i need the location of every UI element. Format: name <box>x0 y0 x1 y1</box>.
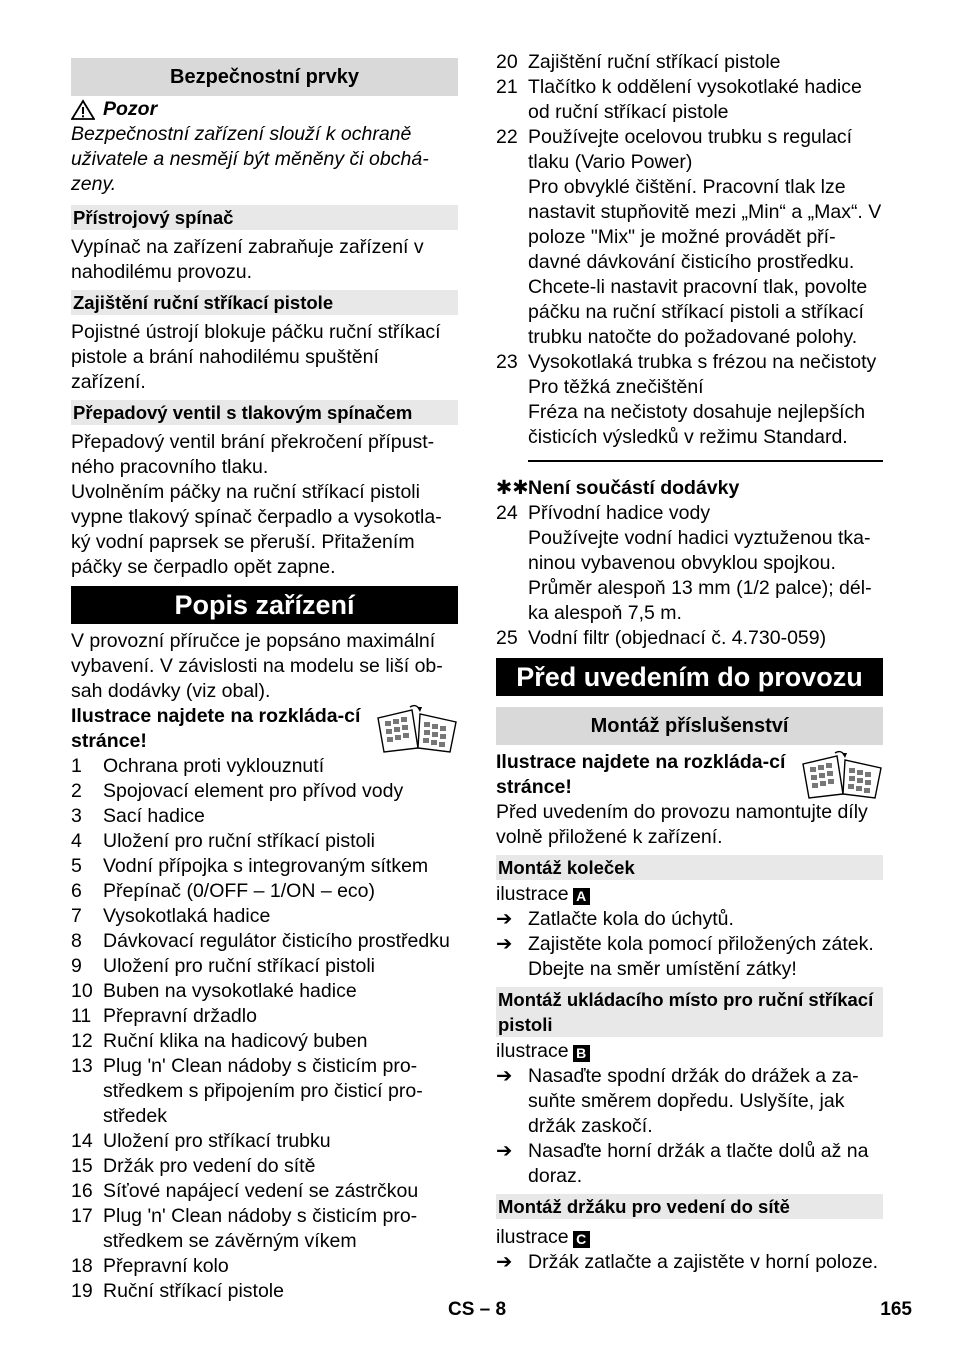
list-item <box>496 50 883 75</box>
item-number: 21 <box>496 76 518 98</box>
item-text: Buben na vysokotlaké hadice <box>103 980 357 1002</box>
item-number: 15 <box>71 1155 93 1177</box>
item-number: 22 <box>496 126 518 148</box>
item-text: Přepravní kolo <box>103 1255 229 1277</box>
list-item <box>71 979 458 1004</box>
step-item <box>496 1139 883 1189</box>
list-item <box>71 879 458 904</box>
accessory-text: Před uvedením do provozu namontujte díly volně přiložené k zařízení. <box>496 801 868 848</box>
item-number: 1 <box>71 755 82 777</box>
item-text: Pro obvyklé čištění. Pracovní tlak lze nastavit stupňovitě mezi „Min“ a „Max“. V poloze "Mix" je možné provádět pří-davné dávkování čisticího prostředku. Chcete-li nastavit pracovní tlak, povolte páčku na ruční stříkací pistoli a stříkací trubku natočte do požadované polohy. <box>528 176 882 348</box>
not-included-label: Není součástí dodávky <box>528 477 740 499</box>
item-number <box>496 526 528 626</box>
illustration-word: ilustrace <box>496 1226 569 1248</box>
list-item <box>71 829 458 854</box>
list-item <box>496 175 883 350</box>
cable-illustration-ref <box>496 1225 883 1250</box>
list-item <box>496 350 883 375</box>
list-item <box>71 929 458 954</box>
cable-steps <box>496 1250 883 1275</box>
parts-list-left <box>71 754 458 1304</box>
safety-heading: Bezpečnostní prvky <box>71 58 458 96</box>
item-text: Spojovací element pro přívod vody <box>103 780 404 802</box>
list-item <box>496 400 883 450</box>
list-item <box>71 904 458 929</box>
switch-text: Vypínač na zařízení zabraňuje zařízení v nahodilému provozu. <box>71 236 424 283</box>
wheels-illustration-ref <box>496 882 883 907</box>
storage-illustration-ref <box>496 1039 883 1064</box>
item-text: Vysokotlaká trubka s frézou na nečistoty <box>528 351 877 373</box>
description-heading: Popis zařízení <box>71 586 458 624</box>
item-number <box>496 175 528 350</box>
item-number: 25 <box>496 627 518 649</box>
arrow-right-icon: ➔ <box>496 933 513 955</box>
list-item <box>71 1004 458 1029</box>
item-number: 8 <box>71 930 82 952</box>
list-item <box>71 954 458 979</box>
item-text: Vodní přípojka s integrovaným sítkem <box>103 855 429 877</box>
cable-heading: Montáž držáku pro vedení do sítě <box>496 1194 883 1219</box>
list-item <box>496 526 883 626</box>
item-number: 14 <box>71 1130 93 1152</box>
arrow-right-icon: ➔ <box>496 1251 513 1273</box>
list-item <box>496 375 883 400</box>
wheels-heading: Montáž koleček <box>496 855 883 880</box>
item-number: 3 <box>71 805 82 827</box>
list-item <box>71 1129 458 1154</box>
item-text: Sací hadice <box>103 805 205 827</box>
item-text: Vodní filtr (objednací č. 4.730-059) <box>528 627 827 649</box>
fold-note-right: Ilustrace najdete na rozkláda-cí stránce! <box>496 751 786 798</box>
wheels-steps <box>496 907 883 982</box>
item-text: Uložení pro stříkací trubku <box>103 1130 331 1152</box>
caution-row <box>71 97 458 122</box>
item-number: 23 <box>496 351 518 373</box>
caution-label: Pozor <box>103 98 158 120</box>
item-text: Přepínač (0/OFF – 1/ON – eco) <box>103 880 376 902</box>
item-number: 16 <box>71 1180 93 1202</box>
item-number: 9 <box>71 955 82 977</box>
illustration-badge-a: A <box>573 888 590 905</box>
item-text: Dávkovací regulátor čisticího prostředku <box>103 930 450 952</box>
switch-heading: Přístrojový spínač <box>71 205 458 230</box>
step-text: Zajistěte kola pomocí přiložených zátek. Dbejte na směr umístění zátky! <box>528 933 874 980</box>
fold-note-row-right <box>496 750 883 800</box>
item-number: 10 <box>71 980 93 1002</box>
item-number: 20 <box>496 51 518 73</box>
parts-list-right <box>496 50 883 450</box>
item-text: Pro těžká znečištění <box>528 376 704 398</box>
step-item <box>496 932 883 982</box>
illustration-word: ilustrace <box>496 1040 569 1062</box>
list-item <box>71 1154 458 1179</box>
valve-heading: Přepadový ventil s tlakovým spínačem <box>71 400 458 425</box>
illustration-badge-c: C <box>573 1231 590 1248</box>
item-text: Plug 'n' Clean nádoby s čisticím pro-středkem s připojením pro čisticí pro-středek <box>103 1055 423 1127</box>
list-item <box>71 1054 458 1129</box>
divider <box>528 460 883 462</box>
list-item <box>71 1179 458 1204</box>
arrow-right-icon: ➔ <box>496 1065 513 1087</box>
step-item <box>496 907 883 932</box>
list-item <box>496 75 883 125</box>
item-number: 5 <box>71 855 82 877</box>
caution-text: Bezpečnostní zařízení slouží k ochraně uživatele a nesmějí být měněny či obchá-zeny. <box>71 123 429 195</box>
list-item <box>71 1029 458 1054</box>
list-item <box>71 804 458 829</box>
item-number <box>496 400 528 450</box>
lock-text: Pojistné ústrojí blokuje páčku ruční stříkací pistole a brání nahodilému spuštění zařízení. <box>71 321 441 393</box>
item-number: 4 <box>71 830 82 852</box>
item-text: Uložení pro ruční stříkací pistoli <box>103 955 376 977</box>
item-text: Držák pro vedení do sítě <box>103 1155 316 1177</box>
list-item <box>71 1279 458 1304</box>
illustration-word: ilustrace <box>496 883 569 905</box>
list-item <box>71 854 458 879</box>
list-item <box>496 501 883 526</box>
item-text: Vysokotlaká hadice <box>103 905 271 927</box>
item-number: 24 <box>496 502 518 524</box>
not-included-row <box>496 476 883 501</box>
double-asterisk-icon: ✱✱ <box>496 477 529 499</box>
item-text: Tlačítko k oddělení vysokotlaké hadice od ruční stříkací pistole <box>528 76 862 123</box>
startup-heading: Před uvedením do provozu <box>496 658 883 696</box>
valve-text-1: Přepadový ventil brání překročení přípust-ného pracovního tlaku. <box>71 431 435 478</box>
item-number: 7 <box>71 905 82 927</box>
list-item <box>71 1204 458 1254</box>
page-number: 165 <box>880 1299 912 1320</box>
step-text: Nasaďte spodní držák do drážek a za-suňte směrem dopředu. Uslyšíte, jak držák zaskočí. <box>528 1065 859 1137</box>
parts-list-right-2 <box>496 501 883 651</box>
item-number: 2 <box>71 780 82 802</box>
storage-heading: Montáž ukládacího místo pro ruční stříkací pistoli <box>496 987 883 1037</box>
item-number: 11 <box>71 1005 92 1027</box>
illustration-badge-b: B <box>573 1045 590 1062</box>
item-text: Přívodní hadice vody <box>528 502 711 524</box>
arrow-right-icon: ➔ <box>496 908 513 930</box>
fold-note-row <box>71 704 458 754</box>
lock-heading: Zajištění ruční stříkací pistole <box>71 290 458 315</box>
item-number: 19 <box>71 1280 93 1302</box>
item-text: Ruční stříkací pistole <box>103 1280 284 1302</box>
step-text: Zatlačte kola do úchytů. <box>528 908 734 930</box>
fold-note: Ilustrace najdete na rozkláda-cí stránce! <box>71 705 361 752</box>
valve-text-2: Uvolněním páčky na ruční stříkací pistoli vypne tlakový spínač čerpadlo a vysokotla-ký vodní paprsek se přeruší. Přitažením páčky se čerpadlo opět zapne. <box>71 481 442 578</box>
item-text: Používejte vodní hadici vyztuženou tka-ninou vybavenou obvyklou spojkou. Průměr alespoň 13 mm (1/2 palce); dél-ka alespoň 7,5 m. <box>528 527 872 624</box>
step-text: Nasaďte horní držák a tlačte dolů až na doraz. <box>528 1140 869 1187</box>
item-text: Ruční klika na hadicový buben <box>103 1030 368 1052</box>
list-item <box>496 626 883 651</box>
item-text: Zajištění ruční stříkací pistole <box>528 51 781 73</box>
step-text: Držák zatlačte a zajistěte v horní poloze. <box>528 1251 879 1273</box>
list-item <box>496 125 883 175</box>
step-item <box>496 1250 883 1275</box>
right-column <box>496 50 883 1275</box>
item-number: 17 <box>71 1205 93 1227</box>
item-number: 13 <box>71 1055 93 1077</box>
item-number: 6 <box>71 880 82 902</box>
storage-steps <box>496 1064 883 1189</box>
item-number <box>496 375 528 400</box>
list-item <box>71 754 458 779</box>
left-column <box>71 50 458 1304</box>
step-item <box>496 1064 883 1139</box>
item-text: Síťové napájecí vedení se zástrčkou <box>103 1180 419 1202</box>
item-number: 12 <box>71 1030 93 1052</box>
item-text: Plug 'n' Clean nádoby s čisticím pro-středkem se závěrným víkem <box>103 1205 418 1252</box>
footer-section: CS – 8 <box>448 1299 507 1320</box>
item-text: Ochrana proti vyklouznutí <box>103 755 325 777</box>
item-text: Uložení pro ruční stříkací pistoli <box>103 830 376 852</box>
item-text: Používejte ocelovou trubku s regulací tlaku (Vario Power) <box>528 126 853 173</box>
list-item <box>71 779 458 804</box>
description-text: V provozní příručce je popsáno maximální vybavení. V závislosti na modelu se liší ob-sah dodávky (viz obal). <box>71 630 443 702</box>
item-text: Přepravní držadlo <box>103 1005 257 1027</box>
arrow-right-icon: ➔ <box>496 1140 513 1162</box>
item-text: Fréza na nečistoty dosahuje nejlepších čisticích výsledků v režimu Standard. <box>528 401 866 448</box>
open-book-icon <box>801 750 883 800</box>
open-book-icon <box>376 704 458 754</box>
list-item <box>71 1254 458 1279</box>
item-number: 18 <box>71 1255 93 1277</box>
warning-triangle-icon <box>71 99 95 121</box>
accessory-heading: Montáž příslušenství <box>496 707 883 745</box>
